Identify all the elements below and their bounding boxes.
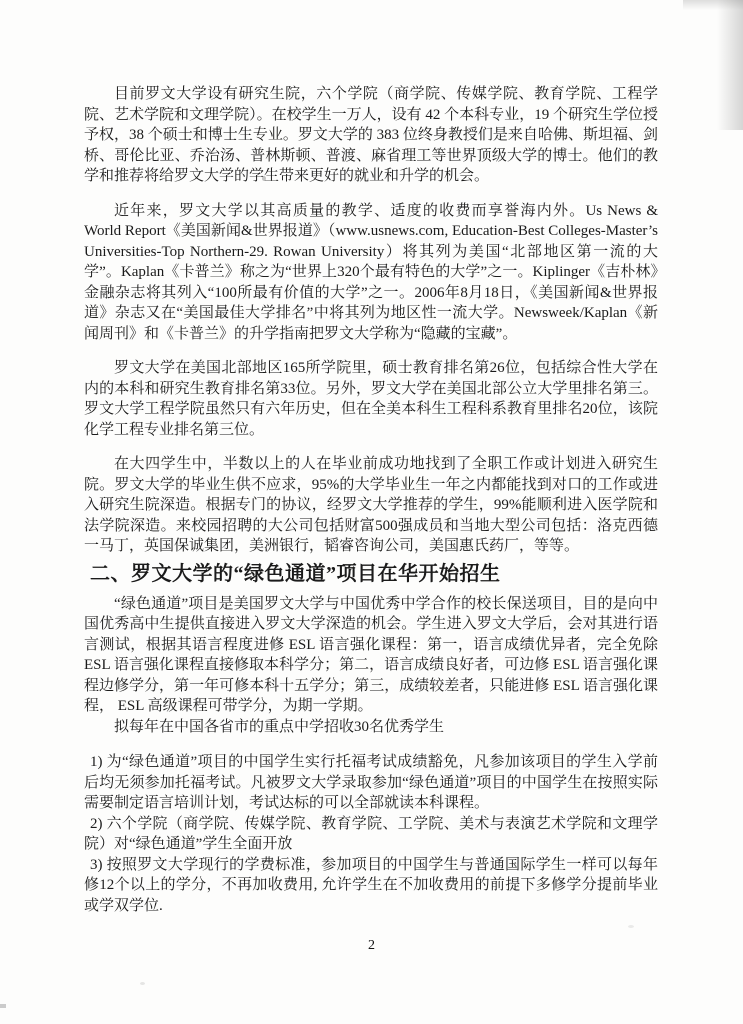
scan-speck — [140, 982, 145, 985]
policy-item-colleges-open: 2) 六个学院（商学院、传媒学院、教育学院、工学院、美术与表演艺术学院和文理学院）对“绿色通道”学生全面开放 — [84, 815, 658, 852]
scan-speck — [628, 925, 634, 928]
paragraph-reputation-rankings: 近年来，罗文大学以其高质量的教学、适度的收费而享誉海内外。Us News & World Report《美国新闻&世界报道》（www.usnews.com, Education-Best Colleges-Master’s Universities-Top Northern-29. Rowan University）将其列为美国“北部地区第一流的大学”。Kaplan《卡普兰》称之为“世界上320个最有特色的大学”之一。Kiplinger《吉朴林》金融杂志将其列入“100所最有价值的大学”之一。2006年8月18日，《美国新闻&世界报道》杂志又在“美国最佳大学排名”中将其列为地区性一流大学。Newsweek/Kaplan《新闻周刊》和《卡普兰》的升学指南把罗文大学称为“隐藏的宝藏”。 — [84, 202, 658, 342]
paragraph-university-overview: 目前罗文大学设有研究生院，六个学院（商学院、传媒学院、教育学院、工程学院、艺术学院和文理学院）。在校学生一万人，设有 42 个本科专业，19 个研究生学位授予权，38 个硕士和博士生专业。罗文大学的 383 位终身教授们是来自哈佛、斯坦福、剑桥、哥伦比亚、乔治汤、普林斯顿、普渡、麻省理工等世界顶级大学的博士。他们的教学和推荐将给罗文大学的学生带来更好的就业和升学的机会。 — [84, 86, 658, 184]
scan-speck — [0, 1004, 6, 1008]
paragraph-regional-rankings: 罗文大学在美国北部地区165所学院里，硕士教育排名第26位，包括综合性大学在内的本科和研究生教育排名第33位。另外，罗文大学在美国北部公立大学里排名第三。罗文大学工程学院虽然只有六年历史，但在全美本科生工程科系教育里排名20位，该院化学工程专业排名第三位。 — [84, 360, 658, 438]
paragraph-employment-outcomes: 在大四学生中，半数以上的人在毕业前成功地找到了全职工作或计划进入研究生院。罗文大学的毕业生供不应求，95%的大学毕业生一年之内都能找到对口的工作或进入研究生院深造。根据专门的协议，经罗文大学推荐的学生，99%能顺利进入医学院和法学院深造。来校园招聘的大公司包括财富500强成员和当地大型公司包括：洛克西德一马丁，英国保诚集团，美洲银行，韬睿咨询公司，美国惠氏药厂，等等。 — [84, 456, 658, 554]
scan-shadow-top-right — [717, 0, 743, 130]
scan-shadow-top-edge — [683, 0, 743, 10]
policy-item-tuition-credits: 3) 按照罗文大学现行的学费标准，参加项目的中国学生与普通国际学生一样可以每年修12个以上的学分，不再加收费用, 允许学生在不加收费用的前提下多修学分提前毕业或学双学位. — [84, 856, 658, 914]
paragraph-recruit-plan: 拟每年在中国各省市的重点中学招收30名优秀学生 — [114, 718, 445, 735]
section-heading-green-channel: 二、罗文大学的“绿色通道”项目在华开始招生 — [90, 562, 501, 585]
policy-item-toefl-waiver: 1) 为“绿色通道”项目的中国学生实行托福考试成绩豁免，凡参加该项目的学生入学前后均无须参加托福考试。凡被罗文大学录取参加“绿色通道”项目的中国学生在按照实际需要制定语言培训计划，考试达标的可以全部就读本科课程。 — [84, 754, 658, 811]
page-content — [84, 84, 658, 916]
paragraph-green-channel-intro: “绿色通道”项目是美国罗文大学与中国优秀中学合作的校长保送项目，目的是向中国优秀高中生提供直接进入罗文大学深造的机会。学生进入罗文大学后，会对其进行语言测试，根据其语言程度进修 ESL 语言强化课程：第一，语言成绩优异者，完全免除 ESL 语言强化课程直接修取本科学分；第二，语言成绩良好者，可边修 ESL 语言强化课程边修学分，第一年可修本科十五学分；第三，成绩较差者，只能进修 ESL 语言强化课程， ESL 高级课程可带学分，为期一学期。 — [84, 595, 658, 714]
page-number: 2 — [368, 938, 375, 953]
policy-list — [84, 752, 658, 916]
